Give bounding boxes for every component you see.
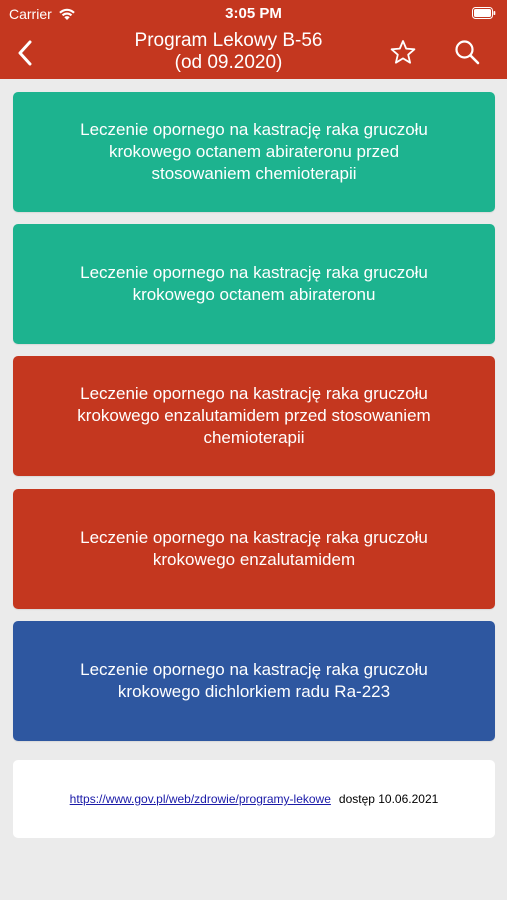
card-label <box>80 262 428 306</box>
card-label-line: krokowego dichlorkiem radu Ra-223 <box>117 682 391 701</box>
favorite-button[interactable] <box>386 35 420 69</box>
card-label-line: chemioterapii <box>203 428 305 447</box>
battery-icon <box>472 7 496 19</box>
chevron-left-icon <box>17 40 33 66</box>
access-date-text: dostęp 10.06.2021 <box>338 792 439 806</box>
status-time: 3:05 PM <box>225 5 282 22</box>
card-label-line: stosowaniem chemioterapii <box>151 164 357 183</box>
card-label-line: Leczenie opornego na kastrację raka gruczołu <box>80 384 428 403</box>
star-outline-icon <box>390 39 416 65</box>
source-link[interactable]: https://www.gov.pl/web/zdrowie/programy-lekowe <box>69 792 331 806</box>
card-label-line: krokowego enzalutamidem przed stosowaniem <box>77 406 431 425</box>
page-title <box>90 30 367 74</box>
card-label-line: krokowego enzalutamidem <box>152 550 356 569</box>
back-button[interactable] <box>8 36 42 70</box>
card-label-line: krokowego octanem abirateronu przed <box>108 142 400 161</box>
source-info-box <box>13 760 495 838</box>
program-card-abirateron-pre-chemo[interactable] <box>13 92 495 212</box>
card-label-line: Leczenie opornego na kastrację raka gruczołu <box>80 528 428 547</box>
program-card-enzalutamid[interactable] <box>13 489 495 609</box>
navigation-bar <box>0 28 507 79</box>
search-icon <box>454 39 480 65</box>
card-label <box>80 527 428 571</box>
card-label-line: Leczenie opornego na kastrację raka gruczołu <box>80 263 428 282</box>
app-header <box>0 0 507 79</box>
card-label-line: Leczenie opornego na kastrację raka gruczołu <box>80 120 428 139</box>
search-button[interactable] <box>450 35 484 69</box>
card-label-line: krokowego octanem abirateronu <box>132 285 376 304</box>
program-card-enzalutamid-pre-chemo[interactable] <box>13 356 495 476</box>
carrier-label: Carrier <box>9 6 52 22</box>
card-label <box>80 659 428 703</box>
page-title-line1: Program Lekowy B-56 <box>134 30 323 51</box>
card-label <box>80 119 428 185</box>
program-card-radium-223[interactable] <box>13 621 495 741</box>
program-card-abirateron[interactable] <box>13 224 495 344</box>
card-label-line: Leczenie opornego na kastrację raka gruczołu <box>80 660 428 679</box>
card-label <box>77 383 430 449</box>
status-bar <box>0 0 507 28</box>
page-title-line2: (od 09.2020) <box>174 52 283 73</box>
